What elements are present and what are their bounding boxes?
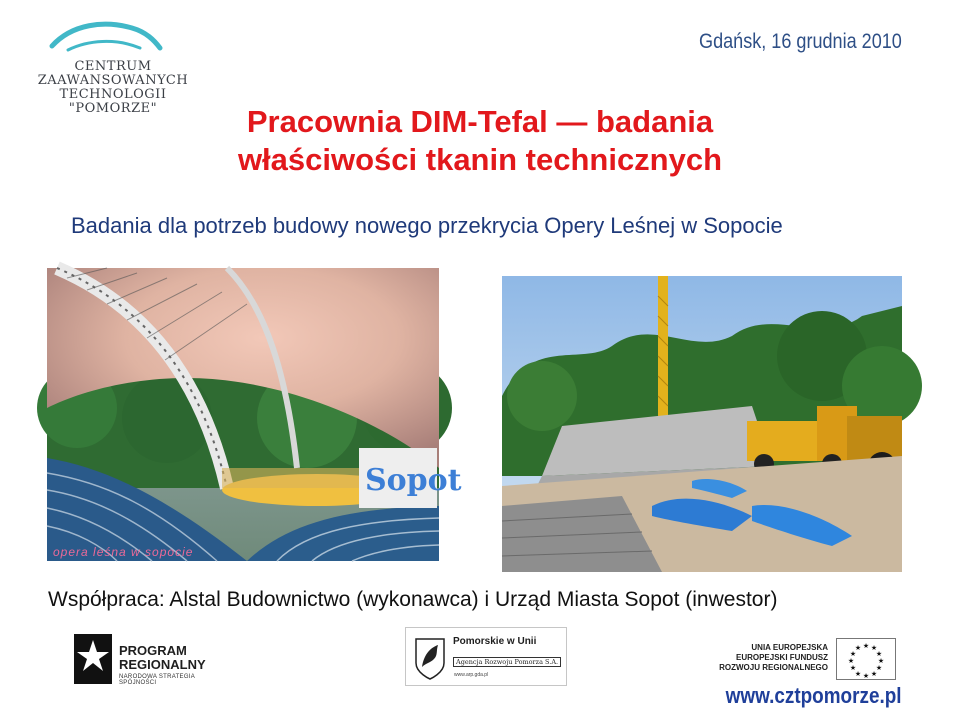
program-line-2: REGIONALNY (119, 657, 206, 672)
eu-line-1: UNIA EUROPEJSKA (751, 643, 828, 652)
logo-line-2: ZAAWANSOWANYCH (37, 73, 189, 88)
cooperation-text: Współpraca: Alstal Budownictwo (wykonawca) i Urząd Miasta Sopot (inwestor) (48, 588, 778, 611)
svg-text:★: ★ (862, 642, 870, 650)
eu-line-3: ROZWOJU REGIONALNEGO (719, 663, 828, 672)
svg-text:★: ★ (875, 650, 883, 658)
construction-site-photo (502, 276, 902, 572)
eu-line-2: EUROPEJSKI FUNDUSZ (735, 653, 828, 662)
date-label: Gdańsk, 16 grudnia 2010 (699, 30, 902, 53)
eu-flag-icon (836, 638, 896, 680)
svg-text:★: ★ (854, 670, 862, 678)
website-link[interactable]: www.cztpomorze.pl (726, 683, 902, 708)
pomorskie-subtitle: Agencja Rozwoju Pomorza S.A. (453, 657, 561, 667)
pomorskie-url: www.arp.gda.pl (454, 672, 489, 678)
program-regionalny-logo (72, 632, 232, 687)
program-regionalny-star-icon (72, 632, 116, 687)
logo-line-3: TECHNOLOGII (59, 87, 167, 102)
logo-line-4: "POMORZE" (68, 101, 158, 116)
svg-text:★: ★ (870, 670, 878, 678)
svg-text:★: ★ (877, 657, 885, 665)
pomorskie-logo (405, 627, 567, 686)
svg-text:★: ★ (847, 657, 855, 665)
svg-text:★: ★ (854, 644, 862, 652)
program-line-1: PROGRAM (119, 643, 187, 658)
title-line-1: Pracownia DIM-Tefal — badania (246, 104, 714, 139)
slide-title (0, 103, 960, 179)
eu-logo (719, 638, 903, 682)
program-subtitle: NARODOWA STRATEGIA SPÓJNOŚCI (119, 674, 195, 686)
slide-subtitle: Badania dla potrzeb budowy nowego przekrycia Opery Leśnej w Sopocie (71, 213, 783, 238)
griffin-crest-icon (408, 629, 452, 684)
svg-text:★: ★ (870, 644, 878, 652)
title-line-2: właściwości tkanin technicznych (237, 142, 723, 177)
pomorskie-title: Pomorskie w Unii (453, 636, 537, 647)
svg-text:★: ★ (875, 664, 883, 672)
amphitheater-render-image (47, 268, 462, 561)
svg-text:★: ★ (849, 664, 857, 672)
render-caption: opera leśna w sopocie (53, 545, 194, 559)
render-sign-text: Sopot (365, 463, 462, 498)
svg-text:★: ★ (849, 650, 857, 658)
program-text (119, 644, 206, 672)
eu-text (719, 643, 828, 673)
wave-logo-icon (28, 18, 198, 62)
svg-text:★: ★ (862, 672, 870, 680)
logo-line-1: CENTRUM (74, 59, 152, 74)
